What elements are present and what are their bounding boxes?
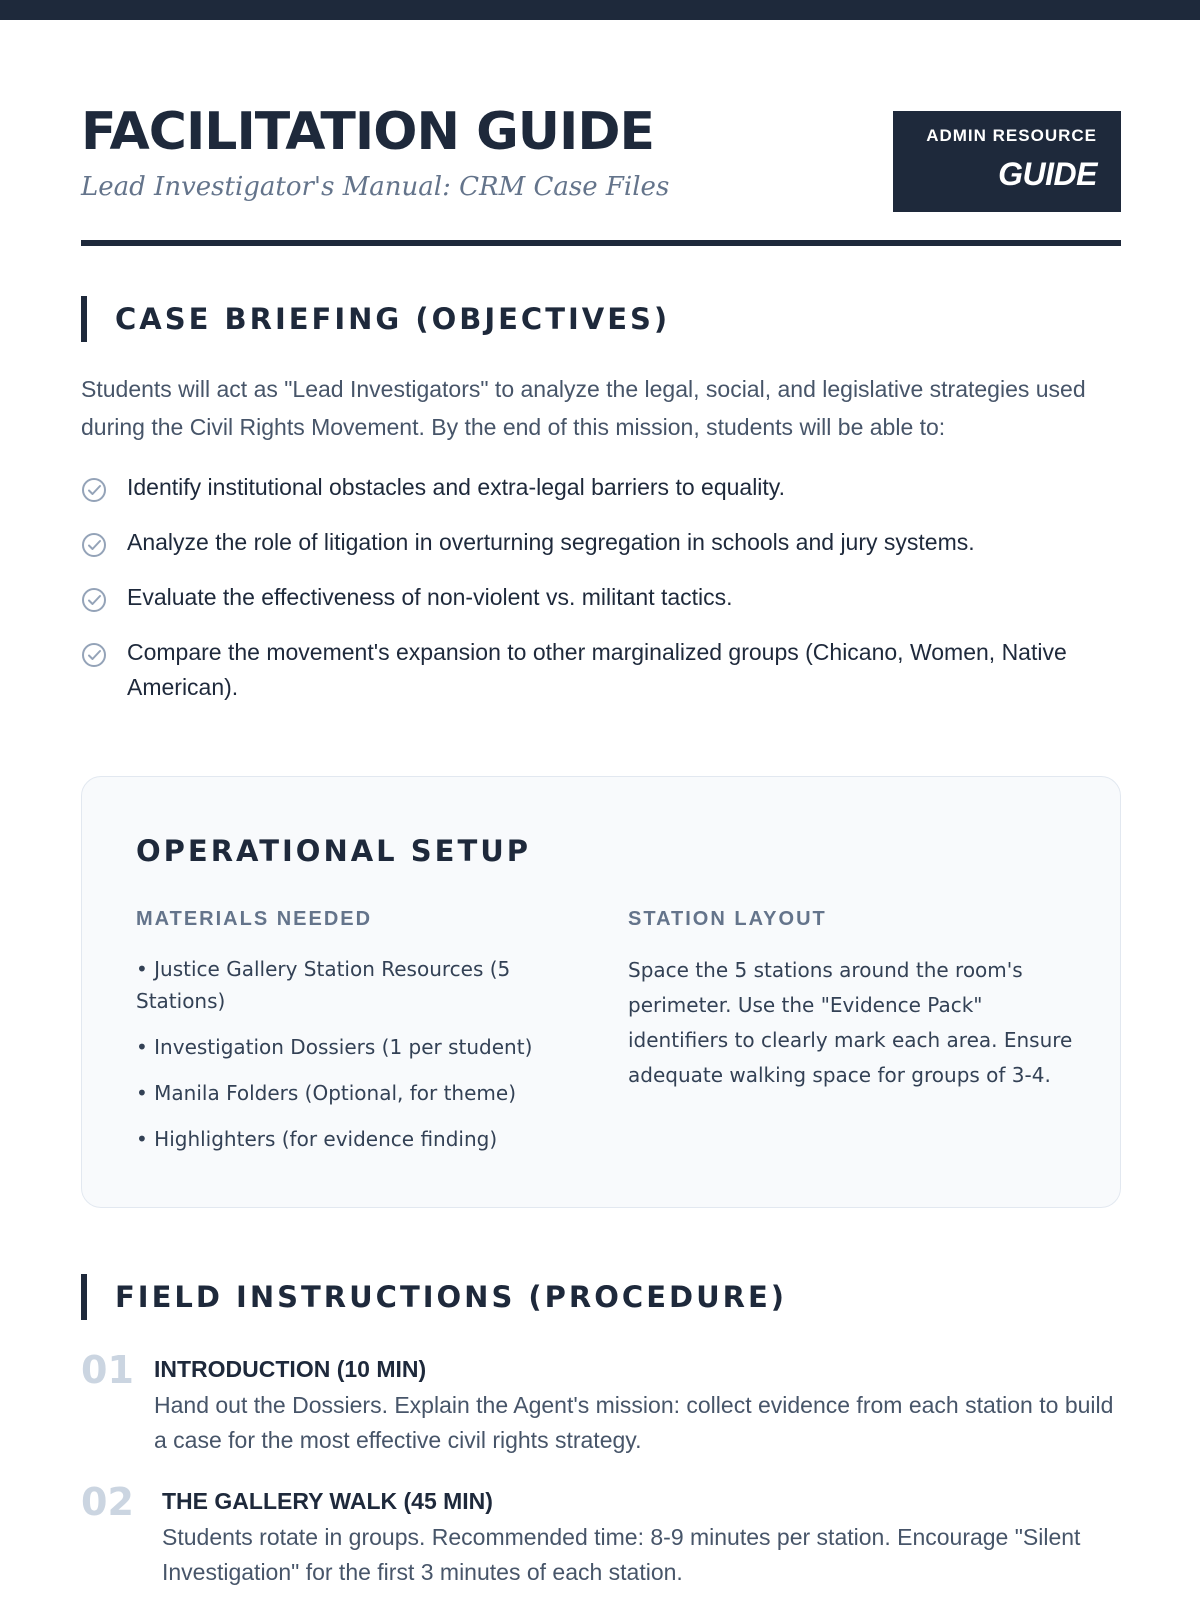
badge-title: GUIDE bbox=[998, 156, 1097, 192]
materials-list bbox=[136, 953, 556, 1169]
material-item: • Investigation Dossiers (1 per student) bbox=[136, 1035, 533, 1059]
step-number: 01 bbox=[81, 1348, 134, 1392]
document-header bbox=[81, 100, 1121, 246]
objective-text: Identify institutional obstacles and extra-legal barriers to equality. bbox=[127, 474, 785, 500]
step-body bbox=[154, 1354, 1121, 1458]
operational-setup-card bbox=[81, 776, 1121, 1208]
step-description: Students rotate in groups. Recommended time: 8-9 minutes per station. Encourage "Silent Investigation" for the first 3 minutes of each station. bbox=[162, 1524, 1081, 1585]
procedure-heading: FIELD INSTRUCTIONS (PROCEDURE) bbox=[81, 1274, 1121, 1320]
material-item: • Justice Gallery Station Resources (5 Stations) bbox=[136, 957, 511, 1013]
step-title: THE GALLERY WALK (45 MIN) bbox=[162, 1488, 493, 1514]
check-circle-icon bbox=[81, 587, 107, 613]
material-item: • Manila Folders (Optional, for theme) bbox=[136, 1081, 516, 1105]
objective-text: Evaluate the effectiveness of non-violent vs. militant tactics. bbox=[127, 584, 733, 610]
objective-item bbox=[81, 580, 1121, 615]
procedure-step bbox=[81, 1478, 1121, 1588]
top-accent-bar bbox=[0, 0, 1200, 20]
material-item: • Highlighters (for evidence finding) bbox=[136, 1127, 498, 1151]
setup-title: OPERATIONAL SETUP bbox=[136, 834, 532, 868]
objective-item bbox=[81, 525, 1121, 560]
materials-heading: MATERIALS NEEDED bbox=[136, 908, 373, 930]
objective-item bbox=[81, 635, 1121, 705]
objective-item bbox=[81, 470, 1121, 505]
layout-heading: STATION LAYOUT bbox=[628, 908, 827, 930]
step-number: 02 bbox=[81, 1480, 134, 1524]
objective-text: Analyze the role of litigation in overturning segregation in schools and jury systems. bbox=[127, 529, 975, 555]
step-body bbox=[162, 1486, 1121, 1590]
objectives-list bbox=[81, 470, 1121, 725]
procedure-step bbox=[81, 1346, 1121, 1456]
step-description: Hand out the Dossiers. Explain the Agent's mission: collect evidence from each station to build a case for the most effective civil rights strategy. bbox=[154, 1392, 1114, 1453]
resource-badge bbox=[893, 111, 1121, 212]
check-circle-icon bbox=[81, 477, 107, 503]
briefing-intro: Students will act as "Lead Investigators" to analyze the legal, social, and legislative strategies used during the Civil Rights Movement. By the end of this mission, students will be able to: bbox=[81, 376, 1086, 440]
page-title: FACILITATION GUIDE bbox=[81, 102, 655, 162]
briefing-heading: CASE BRIEFING (OBJECTIVES) bbox=[81, 296, 1121, 342]
objective-text: Compare the movement's expansion to other marginalized groups (Chicano, Women, Native American). bbox=[127, 639, 1067, 700]
check-circle-icon bbox=[81, 642, 107, 668]
page-subtitle: Lead Investigator's Manual: CRM Case Files bbox=[81, 172, 670, 202]
check-circle-icon bbox=[81, 532, 107, 558]
step-title: INTRODUCTION (10 MIN) bbox=[154, 1356, 427, 1382]
layout-description: Space the 5 stations around the room's perimeter. Use the "Evidence Pack" identifiers to clearly mark each area. Ensure adequate walking space for groups of 3-4. bbox=[628, 958, 1073, 1087]
badge-label: ADMIN RESOURCE bbox=[926, 126, 1097, 145]
